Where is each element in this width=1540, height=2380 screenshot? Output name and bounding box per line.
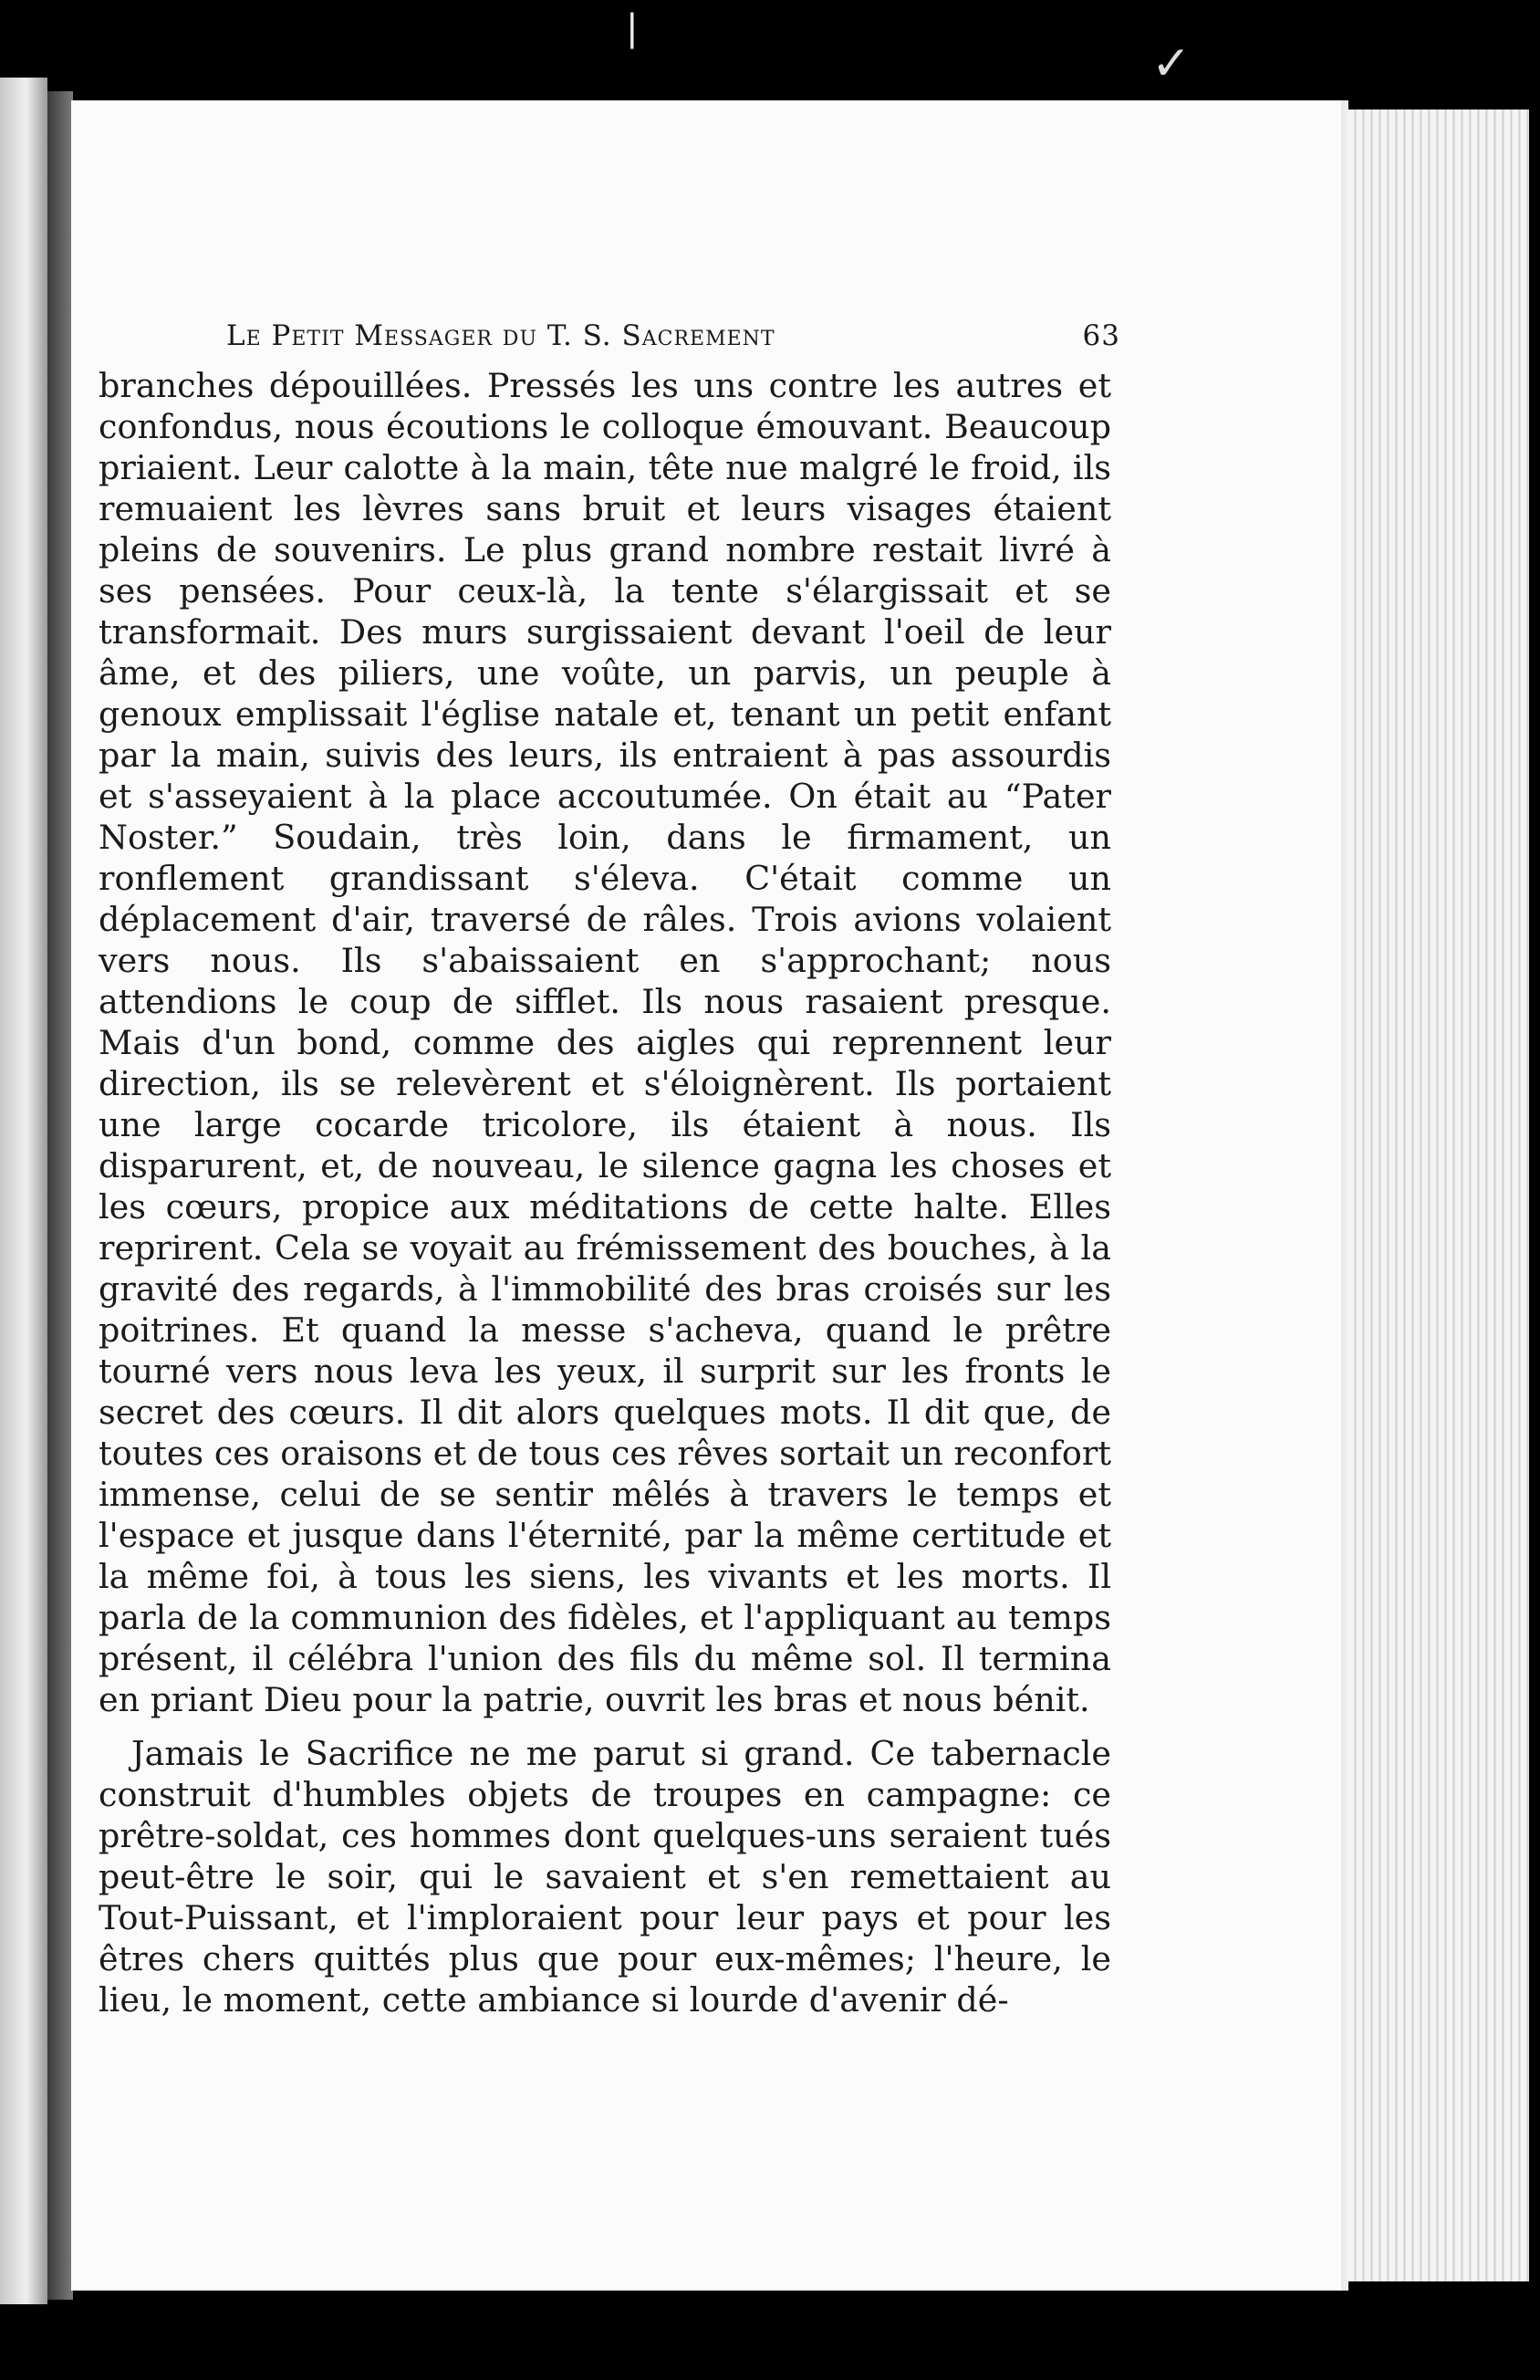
book-gutter	[47, 91, 73, 2300]
running-title: Le Petit Messager du T. S. Sacrement	[226, 319, 775, 352]
scan-artifact-check-mark: ✓	[1151, 37, 1191, 91]
paragraph: branches dépouillées. Pressés les uns contre les autres et confondus, nous écoutions le colloque émouvant. Beaucoup priaient. Leur calotte à la main, tête nue malgré le froid, ils remuaient les lèvres sans bruit et leurs visages étaient pleins de souvenirs. Le plus grand nombre restait livré à ses pensées. Pour ceux-là, la tente s'élargissait et se transformait. Des murs surgissaient devant l'oeil de leur âme, et des piliers, une voûte, un parvis, un peuple à genoux emplissait l'église natale et, tenant un petit enfant par la main, suivis des leurs, ils entraient à pas assourdis et s'asseyaient à la place accoutumée. On était au “Pater Noster.” Soudain, très loin, dans le firmament, un ronflement grandissant s'éleva. C'était comme un déplacement d'air, traversé de râles. Trois avions volaient vers nous. Ils s'abaissaient en s'approchant; nous attendions le coup de sifflet. Ils nous rasaient presque. Mais d'un bond, comme des aigles qui reprennent leur direction, ils se relevèrent et s'éloignèrent. Ils portaient une large cocarde tricolore, ils étaient à nous. Ils disparurent, et, de nouveau, le silence gagna les choses et les cœurs, propice aux méditations de cette halte. Elles reprirent. Cela se voyait au frémissement des bouches, à la gravité des regards, à l'immobilité des bras croisés sur les poitrines. Et quand la messe s'acheva, quand le prêtre tourné vers nous leva les yeux, il surprit sur les fronts le secret des cœurs. Il dit alors quelques mots. Il dit que, de toutes ces oraisons et de tous ces rêves sortait un reconfort immense, celui de se sentir mêlés à travers le temps et l'espace et jusque dans l'éternité, par la même certitude et la même foi, à tous les siens, les vivants et les morts. Il parla de la communion des fidèles, et l'appliquant au temps présent, il célébra l'union des fils du même sol. Il termina en priant Dieu pour la patrie, ouvrit les bras et nous bénit.	[99, 366, 1111, 1719]
paragraph: Jamais le Sacrifice ne me parut si grand. Ce tabernacle construit d'humbles objets de troupes en campagne: ce prêtre-soldat, ces hommes dont quelques-uns seraient tués peut-être le soir, qui le savaient et s'en remettaient au Tout-Puissant, et l'imploraient pour leur pays et pour les êtres chers quittés plus que pour eux-mêmes; l'heure, le lieu, le moment, cette ambiance si lourde d'avenir dé-	[99, 1734, 1111, 2020]
page-text	[99, 310, 1120, 2020]
scan-artifact-mark: ❘	[617, 7, 648, 49]
facing-page-edge	[0, 78, 47, 2304]
page-number: 63	[1082, 319, 1120, 352]
running-header	[99, 310, 1120, 365]
page-stack-edges	[1348, 110, 1529, 2281]
